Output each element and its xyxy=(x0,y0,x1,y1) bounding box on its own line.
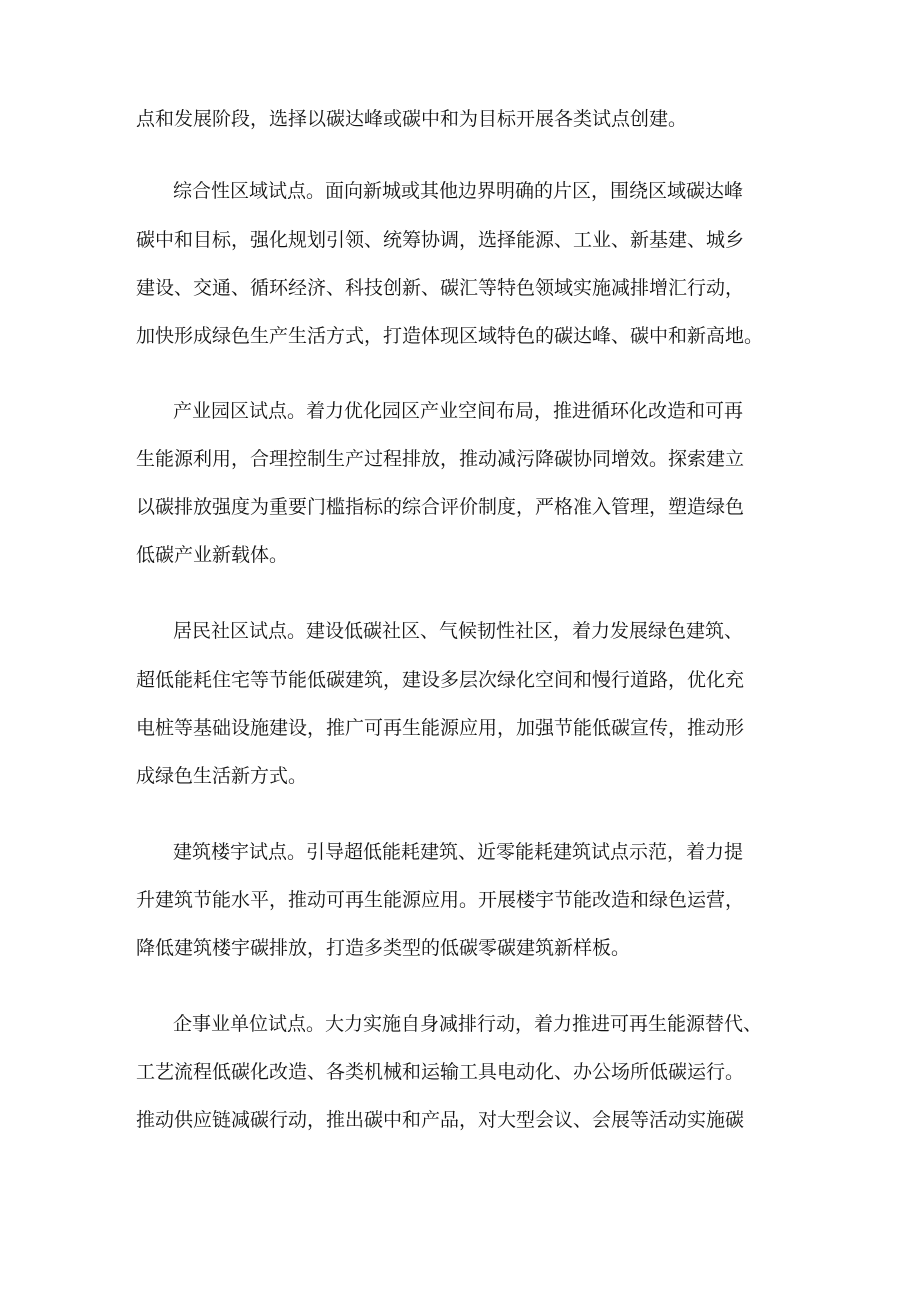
text-line: 成绿色生活新方式。 xyxy=(136,765,308,787)
text-line: 生能源利用，合理控制生产过程排放，推动减污降碳协同增效。探索建立 xyxy=(136,448,745,470)
text-line: 低碳产业新载体。 xyxy=(136,544,289,566)
text-line: 综合性区域试点。面向新城或其他边界明确的片区，围绕区域碳达峰 xyxy=(173,180,744,202)
text-line: 升建筑节能水平，推动可再生能源应用。开展楼宇节能改造和绿色运营， xyxy=(136,889,745,911)
text-line: 建筑楼宇试点。引导超低能耗建筑、近零能耗建筑试点示范，着力提 xyxy=(173,841,744,863)
text-line: 加快形成绿色生产生活方式，打造体现区域特色的碳达峰、碳中和新高地。 xyxy=(136,325,764,347)
text-line: 以碳排放强度为重要门槛指标的综合评价制度，严格准入管理，塑造绿色 xyxy=(136,496,745,518)
text-line: 降低建筑楼宇碳排放，打造多类型的低碳零碳建筑新样板。 xyxy=(136,937,631,959)
text-line: 碳中和目标，强化规划引领、统筹协调，选择能源、工业、新基建、城乡 xyxy=(136,229,745,251)
text-line: 工艺流程低碳化改造、各类机械和运输工具电动化、办公场所低碳运行。 xyxy=(136,1061,745,1083)
text-line: 点和发展阶段，选择以碳达峰或碳中和为目标开展各类试点创建。 xyxy=(136,108,688,130)
text-line: 超低能耗住宅等节能低碳建筑，建设多层次绿化空间和慢行道路，优化充 xyxy=(136,669,745,691)
text-line: 推动供应链减碳行动，推出碳中和产品，对大型会议、会展等活动实施碳 xyxy=(136,1109,745,1131)
text-line: 产业园区试点。着力优化园区产业空间布局，推进循环化改造和可再 xyxy=(173,400,744,422)
text-line: 企事业单位试点。大力实施自身减排行动，着力推进可再生能源替代、 xyxy=(173,1013,763,1035)
text-line: 居民社区试点。建设低碳社区、气候韧性社区，着力发展绿色建筑、 xyxy=(173,620,744,642)
text-line: 电桩等基础设施建设，推广可再生能源应用，加强节能低碳宣传，推动形 xyxy=(136,717,745,739)
text-line: 建设、交通、循环经济、科技创新、碳汇等特色领域实施减排增汇行动， xyxy=(136,277,745,299)
